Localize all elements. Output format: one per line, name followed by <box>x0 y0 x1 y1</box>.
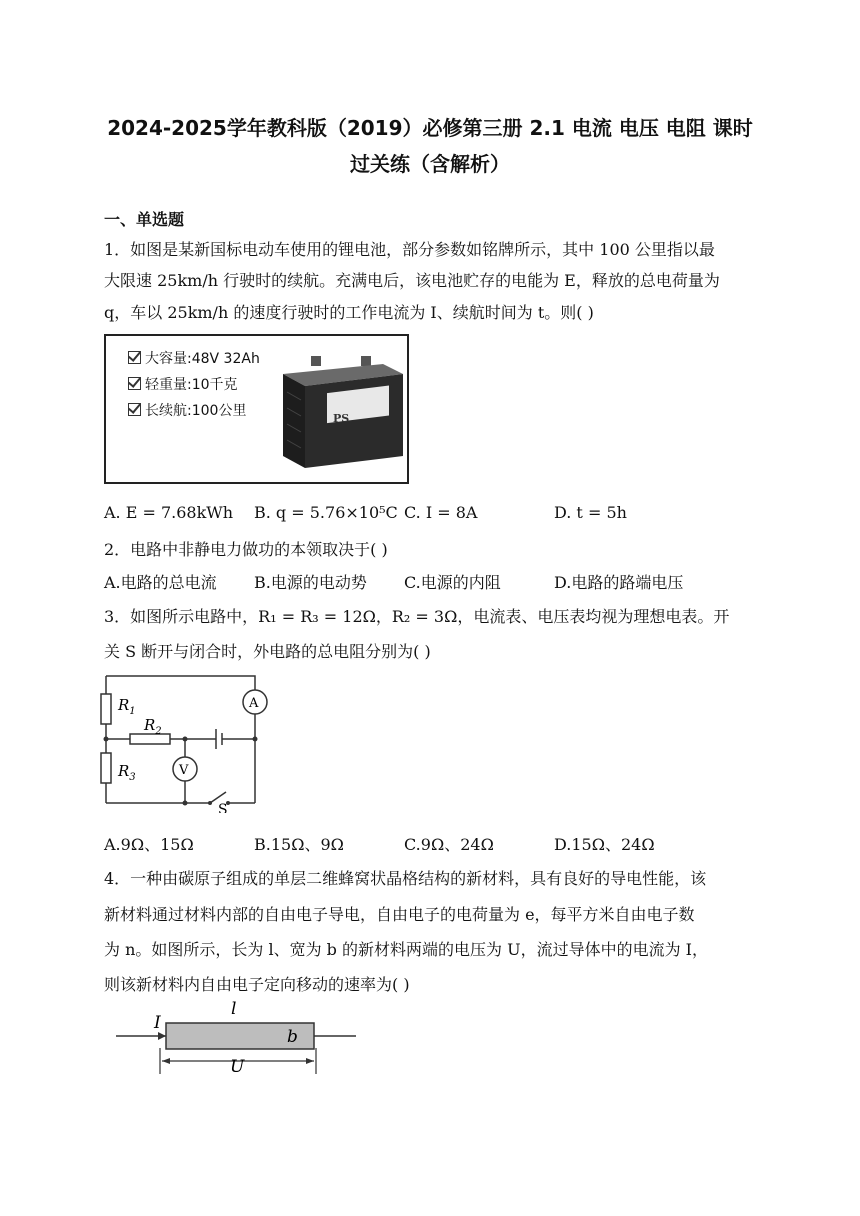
r3-label: $R_3$ <box>118 762 136 783</box>
q1-text-line1: 1．如图是某新国标电动车使用的锂电池，部分参数如铭牌所示，其中 100 公里指以最 <box>104 240 715 259</box>
voltage-label: U <box>230 1057 245 1077</box>
q1-option-c: C. I = 8A <box>404 503 478 522</box>
voltmeter-label: V <box>179 763 189 778</box>
checkbox-icon <box>128 377 141 390</box>
q2-text-line1: 2．电路中非静电力做功的本领取决于( ) <box>104 540 388 559</box>
q3-option-c: C.9Ω、24Ω <box>404 835 494 854</box>
section-heading: 一、单选题 <box>104 210 185 229</box>
checkbox-icon <box>128 351 141 364</box>
q4-text-line4: 则该新材料内自由电子定向移动的速率为( ) <box>104 975 410 994</box>
document-title-line1: 2024-2025学年教科版（2019）必修第三册 2.1 电流 电压 电阻 课时 <box>107 116 753 140</box>
nameplate-item: 轻重量:10千克 <box>128 374 238 394</box>
switch-label: S <box>218 802 228 813</box>
document-title-line2: 过关练（含解析） <box>350 152 510 176</box>
battery-figure <box>104 334 409 484</box>
q1-option-d: D. t = 5h <box>554 503 627 522</box>
r1-label: $R_1$ <box>118 696 136 717</box>
q2-option-d: D.电路的路端电压 <box>554 573 684 592</box>
q3-option-d: D.15Ω、24Ω <box>554 835 655 854</box>
q2-option-a: A.电路的总电流 <box>104 573 217 592</box>
q4-text-line2: 新材料通过材料内部的自由电子导电，自由电子的电荷量为 e，每平方米自由电子数 <box>104 905 695 924</box>
nameplate-item: 大容量:48V 32Ah <box>128 348 260 368</box>
q4-text-line1: 4．一种由碳原子组成的单层二维蜂窝状晶格结构的新材料，具有良好的导电性能，该 <box>104 869 707 888</box>
nameplate-item: 长续航:100公里 <box>128 400 246 420</box>
current-arrow-icon <box>158 1032 166 1040</box>
q2-option-b: B.电源的电动势 <box>254 573 367 592</box>
checkbox-icon <box>128 403 141 416</box>
q2-option-c: C.电源的内阻 <box>404 573 501 592</box>
q1-option-b: B. q = 5.76×10⁵C <box>254 503 398 522</box>
q1-text-line3: q，车以 25km/h 的速度行驶时的工作电流为 I、续航时间为 t。则( ) <box>104 303 594 322</box>
q1-option-a: A. E = 7.68kWh <box>104 503 234 522</box>
material-diagram <box>110 998 370 1078</box>
width-label: b <box>287 1027 298 1047</box>
current-label: I <box>154 1013 161 1033</box>
battery-label: PS <box>333 412 350 425</box>
length-label: l <box>231 999 237 1019</box>
circuit-diagram <box>100 668 270 813</box>
q3-option-b: B.15Ω、9Ω <box>254 835 344 854</box>
q3-text-line2: 关 S 断开与闭合时，外电路的总电阻分别为( ) <box>104 642 431 661</box>
q3-text-line1: 3．如图所示电路中，R₁ = R₃ = 12Ω，R₂ = 3Ω，电流表、电压表均视为理想电表。开 <box>104 607 730 626</box>
q4-text-line3: 为 n。如图所示，长为 l、宽为 b 的新材料两端的电压为 U，流过导体中的电流为 I， <box>104 940 708 959</box>
q1-text-line2: 大限速 25km/h 行驶时的续航。充满电后，该电池贮存的电能为 E，释放的总电荷量为 <box>104 271 720 290</box>
r2-label: $R_2$ <box>144 716 162 737</box>
battery-icon <box>271 352 411 472</box>
ammeter-label: A <box>249 696 259 711</box>
q3-option-a: A.9Ω、15Ω <box>104 835 194 854</box>
